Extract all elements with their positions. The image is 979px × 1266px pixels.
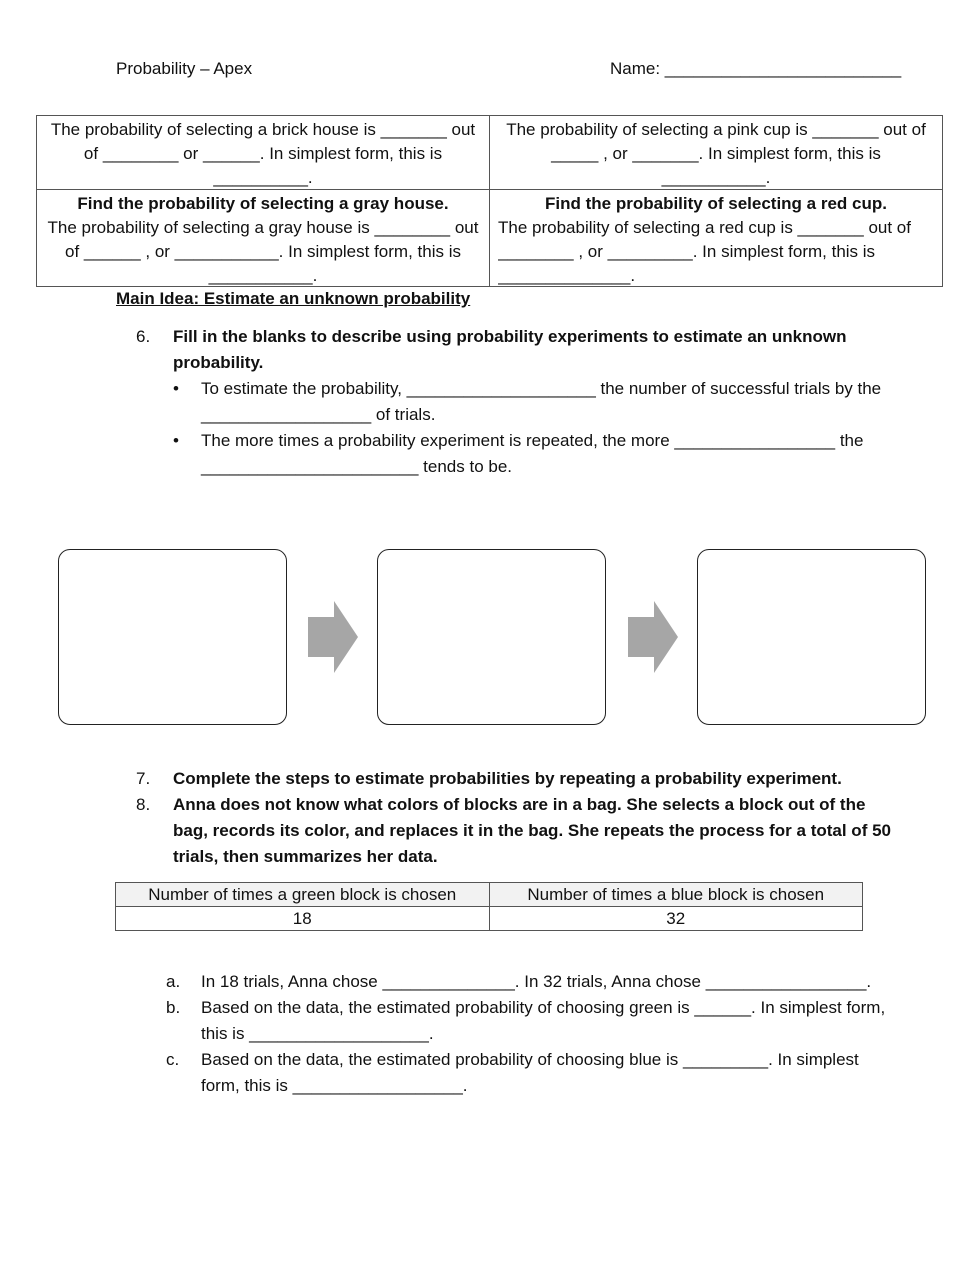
name-field: Name: _________________________ xyxy=(610,59,902,78)
part-c-letter: c. xyxy=(166,1050,180,1069)
review-cell-gray-house: The probability of selecting a gray house is ________ out of ______ , or ___________. In simplest form, this is ___________. xyxy=(47,218,479,285)
q6-bullet-2: The more times a probability experiment is repeated, the more _________________ the _______________________ tends to be. xyxy=(201,431,864,476)
part-b-letter: b. xyxy=(166,998,181,1017)
bullet-icon: • xyxy=(173,431,179,450)
q6-prompt: Fill in the blanks to describe using probability experiments to estimate an unknown probability. xyxy=(173,327,847,372)
main-idea-heading: Main Idea: Estimate an unknown probability xyxy=(116,289,471,308)
step-box-1[interactable] xyxy=(58,549,287,725)
questions-7-8 xyxy=(136,766,896,1099)
part-a-letter: a. xyxy=(166,972,181,991)
worksheet-title: Probability – Apex xyxy=(116,59,253,78)
q6-number: 6. xyxy=(136,327,151,346)
review-cell-pink-cup: The probability of selecting a pink cup is _______ out of _____ , or _______. In simplest form, this is ___________. xyxy=(506,120,926,187)
q7-prompt: Complete the steps to estimate probabilities by repeating a probability experiment. xyxy=(173,769,842,788)
value-green: 18 xyxy=(116,907,490,931)
review-cell-brick-house: The probability of selecting a brick house is _______ out of ________ or ______. In simplest form, this is __________. xyxy=(50,120,476,187)
step-box-3[interactable] xyxy=(697,549,926,725)
q6-bullet-1: To estimate the probability, ____________________ the number of successful trials by the __________________ of trials. xyxy=(201,379,882,424)
header-green: Number of times a green block is chosen xyxy=(116,883,490,907)
value-blue: 32 xyxy=(489,907,863,931)
red-cup-title: Find the probability of selecting a red cup. xyxy=(545,194,887,213)
q8-number: 8. xyxy=(136,795,151,814)
q7-number: 7. xyxy=(136,769,151,788)
trial-data-table xyxy=(115,882,863,931)
question-6 xyxy=(136,324,896,480)
arrow-right-icon xyxy=(628,601,678,673)
bullet-icon: • xyxy=(173,379,179,398)
question-8-parts xyxy=(166,969,896,1099)
part-c-text: Based on the data, the estimated probability of choosing blue is _________. In simplest form, this is __________________. xyxy=(201,1050,859,1095)
step-box-2[interactable] xyxy=(377,549,606,725)
review-table xyxy=(36,115,943,287)
arrow-right-icon xyxy=(308,601,358,673)
part-a-text: In 18 trials, Anna chose ______________. In 32 trials, Anna chose _________________. xyxy=(201,972,872,991)
q8-prompt: Anna does not know what colors of blocks are in a bag. She selects a block out of the bag, records its color, and replaces it in the bag. She repeats the process for a total of 50 trials, then summarizes her data. xyxy=(173,795,891,866)
review-cell-red-cup: The probability of selecting a red cup is _______ out of ________ , or _________. In simplest form, this is ______________. xyxy=(498,218,911,285)
part-b-text: Based on the data, the estimated probability of choosing green is ______. In simplest form, this is ___________________. xyxy=(201,998,886,1043)
header-blue: Number of times a blue block is chosen xyxy=(489,883,863,907)
gray-house-title: Find the probability of selecting a gray house. xyxy=(77,194,449,213)
